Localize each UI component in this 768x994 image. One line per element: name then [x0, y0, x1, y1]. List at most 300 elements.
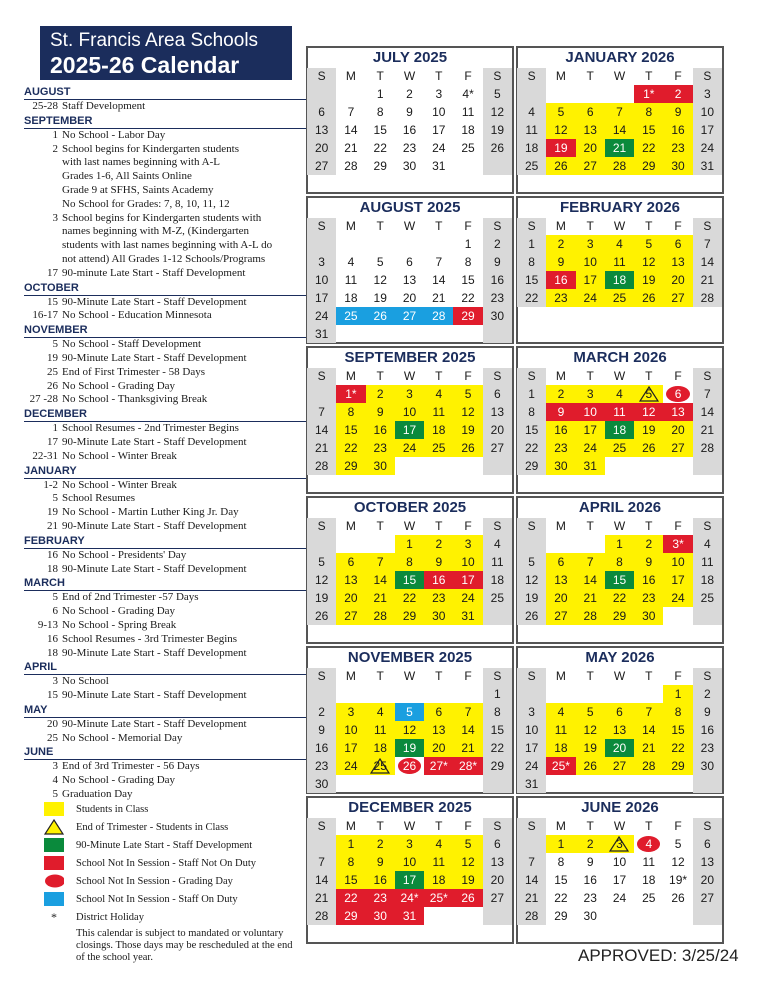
day-cell — [517, 739, 546, 757]
weekday-header: T — [376, 519, 384, 533]
day-number: 3 — [435, 87, 443, 101]
month-title: OCTOBER 2025 — [353, 499, 467, 516]
day-cell — [336, 757, 365, 775]
day-cell — [576, 589, 605, 607]
day-number: 31 — [461, 609, 475, 623]
day-number: 11 — [373, 723, 387, 737]
day-cell — [424, 607, 453, 625]
day-number: 1* — [345, 387, 357, 401]
day-cell — [546, 235, 575, 253]
day-number: 15 — [671, 723, 685, 737]
day-cell — [424, 403, 453, 421]
event-date: 15 — [47, 689, 58, 702]
day-number: 4 — [435, 837, 443, 851]
day-number: 5 — [528, 555, 535, 569]
day-cell — [663, 757, 692, 775]
day-number: 20 — [671, 273, 685, 287]
event-text: Grades 1-6, All Saints Online — [62, 170, 192, 183]
day-number: 25 — [490, 591, 505, 605]
day-cell — [663, 775, 692, 793]
day-cell — [517, 85, 546, 103]
day-number: 24 — [583, 291, 597, 305]
day-cell — [517, 553, 546, 571]
weekday-header: T — [586, 669, 594, 683]
day-cell — [517, 907, 546, 925]
day-number: 14 — [314, 873, 329, 887]
day-cell — [517, 589, 546, 607]
yellow-swatch — [44, 802, 64, 816]
day-cell — [546, 103, 575, 121]
weekday-header: T — [435, 369, 443, 383]
day-number: 10 — [402, 855, 417, 869]
day-cell — [453, 253, 482, 271]
day-cell — [453, 439, 482, 457]
day-cell — [517, 835, 546, 853]
day-cell — [663, 157, 692, 175]
day-cell — [483, 835, 512, 853]
event-item — [24, 549, 306, 563]
day-number: 3 — [406, 387, 413, 401]
day-number: 12 — [642, 255, 656, 269]
day-number: 17 — [432, 123, 446, 137]
weekday-header: T — [586, 819, 594, 833]
day-number: 6 — [674, 387, 682, 401]
day-cell — [576, 289, 605, 307]
day-cell — [693, 835, 722, 853]
day-number: 7 — [435, 255, 443, 269]
day-number: 16 — [373, 423, 387, 437]
day-number: 11 — [525, 123, 538, 137]
day-cell — [307, 835, 336, 853]
day-cell — [307, 889, 336, 907]
day-number: 19 — [583, 741, 597, 755]
day-number: 28 — [314, 459, 329, 473]
day-cell — [366, 739, 395, 757]
event-item — [24, 647, 306, 661]
day-number: 6 — [347, 555, 355, 569]
month-calendar — [306, 46, 514, 194]
day-number: 1 — [406, 537, 413, 551]
day-number: 17 — [461, 573, 475, 587]
day-cell — [605, 553, 634, 571]
day-number: 23 — [700, 741, 715, 755]
day-cell — [546, 703, 575, 721]
day-cell — [483, 553, 512, 571]
event-date: 3 — [52, 760, 58, 773]
weekday-header: F — [464, 669, 472, 683]
event-item — [24, 774, 306, 788]
legend-item — [44, 872, 294, 890]
event-date: 15 — [47, 295, 58, 308]
day-cell — [395, 775, 424, 793]
day-number: 9 — [557, 255, 565, 269]
month-title: AUGUST 2025 — [359, 199, 461, 216]
day-cell — [424, 253, 453, 271]
day-number: 23 — [583, 891, 597, 905]
day-cell — [693, 235, 722, 253]
day-number: 2 — [435, 537, 443, 551]
calendar-year: 2025-26 Calendar — [50, 52, 240, 78]
day-number: 3* — [672, 537, 684, 551]
day-cell — [483, 439, 512, 457]
day-cell — [546, 289, 575, 307]
event-text: No School - Thanksgiving Break — [62, 393, 208, 406]
day-cell — [546, 421, 575, 439]
event-text: No School - Grading Day — [62, 774, 176, 787]
day-number: 21 — [700, 423, 715, 437]
day-number: 24 — [671, 591, 685, 605]
day-cell — [634, 553, 663, 571]
day-cell — [366, 235, 395, 253]
month-grid — [517, 368, 722, 475]
weekday-header: S — [693, 368, 722, 385]
day-number: 16 — [490, 273, 505, 287]
day-cell — [453, 739, 482, 757]
day-number: 14 — [461, 723, 475, 737]
day-cell — [366, 685, 395, 703]
day-cell — [366, 553, 395, 571]
event-item — [24, 591, 306, 605]
day-cell — [605, 835, 634, 853]
day-cell — [307, 457, 336, 475]
day-number: 19* — [669, 873, 688, 887]
day-cell — [546, 385, 575, 403]
day-cell — [634, 253, 663, 271]
day-cell — [395, 253, 424, 271]
month-title: JANUARY 2026 — [565, 49, 675, 66]
event-date: 16-17 — [32, 309, 58, 322]
day-cell — [576, 757, 605, 775]
day-number: 2 — [586, 837, 594, 851]
day-cell — [517, 571, 546, 589]
day-cell — [546, 571, 575, 589]
day-cell — [663, 535, 692, 553]
day-number: 15 — [461, 273, 475, 287]
day-cell — [546, 271, 575, 289]
event-item — [24, 352, 306, 366]
day-number: 28 — [524, 909, 539, 923]
day-cell — [424, 289, 453, 307]
day-cell — [307, 853, 336, 871]
legend-label: School Not In Session - Staff Not On Duty — [76, 857, 257, 869]
legend-label: Students in Class — [76, 803, 149, 815]
day-cell — [663, 139, 692, 157]
star-swatch: * — [51, 909, 57, 924]
day-number: 9 — [376, 855, 384, 869]
day-cell — [483, 139, 512, 157]
day-cell — [576, 853, 605, 871]
day-number: 24 — [583, 441, 597, 455]
weekday-header: S — [517, 668, 546, 685]
day-number: 19 — [642, 423, 656, 437]
event-date: 18 — [47, 562, 58, 575]
weekday-header: F — [674, 669, 682, 683]
day-number: 22 — [642, 141, 656, 155]
day-number: 10 — [344, 723, 358, 737]
month-grid — [307, 668, 512, 793]
day-cell — [424, 457, 453, 475]
event-date: 2 — [52, 142, 58, 155]
day-number: 11 — [613, 255, 626, 269]
red-swatch — [44, 856, 64, 870]
event-date: 19 — [47, 351, 58, 364]
day-number: 17 — [402, 423, 417, 437]
day-number: 12 — [642, 405, 656, 419]
day-number: 26 — [402, 759, 417, 773]
day-cell — [517, 889, 546, 907]
day-cell — [453, 589, 482, 607]
day-number: 24 — [612, 891, 627, 905]
day-cell — [483, 271, 512, 289]
day-number: 24 — [432, 141, 446, 155]
month-title: JUNE 2026 — [581, 799, 659, 816]
day-number: 22 — [554, 891, 568, 905]
day-cell — [453, 325, 482, 343]
day-cell — [307, 721, 336, 739]
day-number: 22 — [612, 591, 627, 605]
event-text: not attend) All Grades 1-12 Schools/Programs — [62, 252, 266, 265]
weekday-header: W — [403, 519, 416, 533]
day-cell — [424, 103, 453, 121]
day-number: 7 — [318, 405, 325, 419]
weekday-header: W — [613, 519, 626, 533]
month-title: FEBRUARY 2026 — [559, 199, 681, 216]
event-month-heading: MAY — [24, 704, 306, 718]
day-number: 1 — [528, 237, 535, 251]
day-cell — [576, 271, 605, 289]
day-number: 6 — [674, 237, 682, 251]
day-cell — [366, 103, 395, 121]
day-cell — [453, 889, 482, 907]
day-number: 19 — [461, 873, 475, 887]
day-cell — [336, 235, 365, 253]
event-list — [24, 85, 306, 802]
day-cell — [395, 307, 424, 325]
day-number: 8 — [376, 105, 384, 119]
day-number: 30 — [554, 459, 568, 473]
weekday-header: W — [613, 669, 626, 683]
day-cell — [366, 439, 395, 457]
event-text: No School - Winter Break — [62, 449, 177, 462]
legend-item — [44, 890, 294, 908]
event-text: No School - Labor Day — [62, 128, 166, 141]
day-cell — [634, 589, 663, 607]
day-cell — [336, 871, 365, 889]
day-cell — [395, 757, 424, 775]
day-cell — [307, 907, 336, 925]
event-text: No School for Grades: 7, 8, 10, 11, 12 — [62, 197, 230, 210]
day-cell — [453, 535, 482, 553]
day-cell — [453, 157, 482, 175]
event-item — [24, 760, 306, 774]
day-number: 29 — [524, 459, 539, 473]
day-cell — [605, 871, 634, 889]
day-number: 18 — [490, 573, 505, 587]
day-number: 7 — [318, 855, 325, 869]
day-number: 19 — [642, 273, 656, 287]
day-cell — [576, 535, 605, 553]
day-cell — [546, 535, 575, 553]
weekday-header: S — [517, 218, 546, 235]
weekday-header: S — [517, 818, 546, 835]
day-cell — [517, 289, 546, 307]
month-calendar — [516, 46, 724, 194]
day-number: 9 — [704, 705, 711, 719]
event-text: with last names beginning with A-L — [62, 156, 220, 169]
day-number: 25 — [700, 591, 715, 605]
day-number: 27 — [671, 291, 685, 305]
weekday-header: S — [517, 518, 546, 535]
day-cell — [395, 871, 424, 889]
day-cell — [634, 385, 663, 403]
day-cell — [336, 253, 365, 271]
day-cell — [605, 421, 634, 439]
day-number: 16 — [671, 123, 685, 137]
event-text: 90-Minute Late Start - Staff Development — [62, 689, 247, 702]
day-number: 24 — [344, 759, 358, 773]
day-cell — [576, 553, 605, 571]
weekday-header: F — [464, 219, 472, 233]
day-number: 22 — [490, 741, 505, 755]
day-number: 25 — [612, 291, 627, 305]
event-item — [24, 239, 306, 253]
day-cell — [336, 403, 365, 421]
day-number: 24 — [314, 309, 329, 323]
day-cell — [634, 271, 663, 289]
day-number: 24 — [524, 759, 539, 773]
day-cell — [605, 535, 634, 553]
day-cell — [483, 235, 512, 253]
day-number: 10 — [671, 555, 685, 569]
day-cell — [576, 157, 605, 175]
day-cell — [517, 121, 546, 139]
event-date: 16 — [47, 632, 58, 645]
day-number: 9 — [645, 555, 653, 569]
day-number: 31 — [700, 159, 715, 173]
day-number: 3 — [528, 705, 535, 719]
event-date: 3 — [52, 211, 58, 224]
day-cell — [366, 157, 395, 175]
day-cell — [366, 853, 395, 871]
day-number: 29 — [344, 909, 358, 923]
day-cell — [663, 889, 692, 907]
day-number: 21 — [642, 741, 656, 755]
day-cell — [336, 589, 365, 607]
day-cell — [453, 757, 482, 775]
day-cell — [517, 271, 546, 289]
day-cell — [634, 721, 663, 739]
legend-label: District Holiday — [76, 911, 144, 923]
day-number: 20 — [314, 141, 329, 155]
day-number: 8 — [557, 855, 565, 869]
day-cell — [453, 457, 482, 475]
month-grid — [517, 218, 722, 307]
day-number: 5 — [645, 387, 653, 401]
day-number: 26 — [583, 759, 597, 773]
day-cell — [424, 721, 453, 739]
day-number: 27 — [344, 609, 358, 623]
day-cell — [307, 553, 336, 571]
day-number: 21 — [314, 441, 329, 455]
event-item — [24, 156, 306, 170]
day-cell — [483, 871, 512, 889]
day-cell — [366, 835, 395, 853]
day-number: 26 — [314, 609, 329, 623]
day-cell — [634, 421, 663, 439]
day-cell — [424, 907, 453, 925]
day-cell — [307, 403, 336, 421]
day-cell — [483, 889, 512, 907]
day-cell — [395, 535, 424, 553]
day-cell — [663, 457, 692, 475]
day-cell — [366, 403, 395, 421]
legend-label: School Not In Session - Grading Day — [76, 875, 233, 887]
weekday-header: S — [517, 68, 546, 85]
day-cell — [453, 835, 482, 853]
weekday-header: M — [555, 69, 566, 83]
day-number: 1 — [557, 837, 565, 851]
day-cell — [576, 439, 605, 457]
weekday-header: T — [435, 519, 443, 533]
day-cell — [424, 139, 453, 157]
day-number: 22 — [373, 141, 387, 155]
day-number: 23 — [671, 141, 685, 155]
day-cell — [605, 235, 634, 253]
day-cell — [517, 721, 546, 739]
day-number: 17 — [314, 291, 329, 305]
day-cell — [424, 871, 453, 889]
day-cell — [576, 235, 605, 253]
day-cell — [576, 121, 605, 139]
day-cell — [336, 289, 365, 307]
day-cell — [576, 703, 605, 721]
day-number: 4 — [616, 387, 623, 401]
day-cell — [395, 889, 424, 907]
day-number: 3 — [616, 837, 623, 851]
day-cell — [424, 235, 453, 253]
day-cell — [605, 889, 634, 907]
event-item — [24, 718, 306, 732]
day-cell — [483, 457, 512, 475]
month-calendar — [306, 196, 514, 344]
weekday-header: S — [307, 668, 336, 685]
day-cell — [307, 157, 336, 175]
day-number: 27 — [314, 159, 329, 173]
day-number: 16 — [314, 741, 329, 755]
event-text: End of First Trimester - 58 Days — [62, 365, 205, 378]
day-cell — [307, 85, 336, 103]
day-number: 29 — [671, 759, 685, 773]
day-cell — [634, 871, 663, 889]
day-number: 16 — [554, 423, 568, 437]
day-number: 3 — [406, 837, 413, 851]
day-cell — [576, 739, 605, 757]
weekday-header: S — [693, 218, 722, 235]
day-number: 25 — [432, 441, 446, 455]
day-cell — [336, 121, 365, 139]
day-number: 13 — [314, 123, 329, 137]
day-cell — [395, 457, 424, 475]
day-cell — [336, 703, 365, 721]
triangle-swatch — [44, 820, 64, 834]
event-item — [24, 296, 306, 310]
weekday-header: W — [613, 69, 626, 83]
day-cell — [576, 607, 605, 625]
day-number: 17 — [583, 273, 597, 287]
day-number: 16 — [432, 573, 446, 587]
day-number: 30 — [490, 309, 505, 323]
day-number: 20 — [432, 741, 446, 755]
